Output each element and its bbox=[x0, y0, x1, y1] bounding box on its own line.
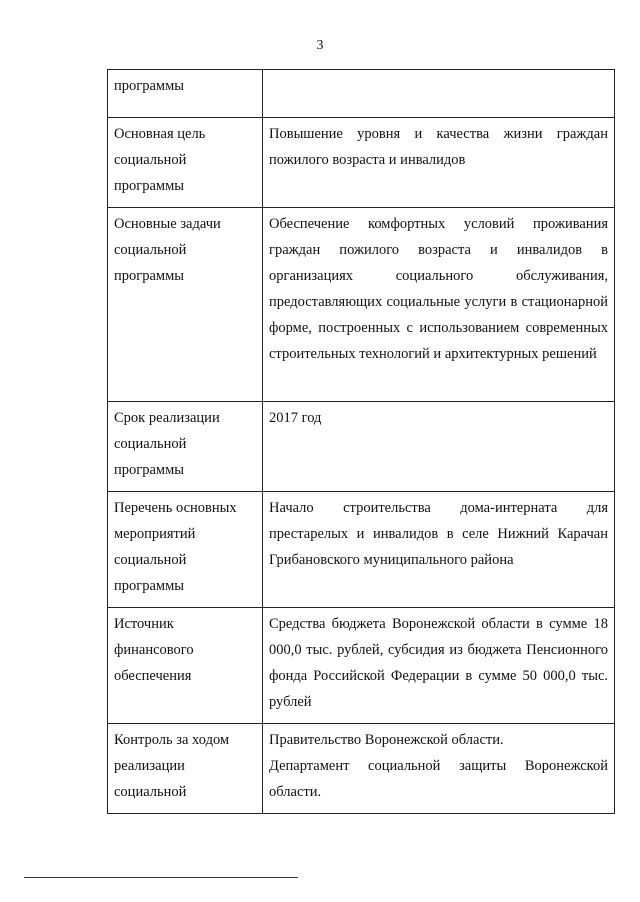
value-text: Повышение уровня и качества жизни граждан пожилого возраста и инвалидов bbox=[269, 126, 608, 168]
label-line: социальной bbox=[114, 784, 187, 800]
table-row-implementation-control bbox=[108, 724, 615, 814]
label-line: Срок реализации bbox=[114, 410, 220, 426]
label-line: Источник bbox=[114, 616, 174, 632]
value-cell bbox=[263, 724, 615, 814]
label-cell bbox=[108, 608, 263, 724]
table-row-main-goal bbox=[108, 118, 615, 208]
value-text: 2017 год bbox=[269, 410, 322, 426]
value-cell bbox=[263, 208, 615, 402]
label-line: Контроль за ходом bbox=[114, 732, 230, 748]
label-line: обеспечения bbox=[114, 668, 192, 684]
label-line: программы bbox=[114, 78, 184, 94]
table-row-funding-source bbox=[108, 608, 615, 724]
label-line: социальной bbox=[114, 552, 187, 568]
value-text: Начало строительства дома-интерната для престарелых и инвалидов в селе Нижний Карачан Грибановского муниципального района bbox=[269, 500, 608, 568]
label-line: Основные задачи bbox=[114, 216, 221, 232]
value-cell bbox=[263, 608, 615, 724]
label-cell bbox=[108, 724, 263, 814]
page-number: 3 bbox=[316, 38, 324, 53]
label-line: реализации bbox=[114, 758, 185, 774]
label-line: программы bbox=[114, 178, 184, 194]
value-text: Департамент социальной защиты Воронежской области. bbox=[269, 758, 608, 800]
value-cell bbox=[263, 118, 615, 208]
value-cell bbox=[263, 492, 615, 608]
label-cell bbox=[108, 70, 263, 118]
label-line: социальной bbox=[114, 436, 187, 452]
label-cell bbox=[108, 492, 263, 608]
label-cell bbox=[108, 402, 263, 492]
label-line: программы bbox=[114, 268, 184, 284]
label-line: социальной bbox=[114, 152, 187, 168]
label-line: мероприятий bbox=[114, 526, 196, 542]
label-line: Перечень основных bbox=[114, 500, 237, 516]
table-row-program-continued bbox=[108, 70, 615, 118]
program-passport-table bbox=[107, 69, 615, 814]
label-cell bbox=[108, 208, 263, 402]
value-cell bbox=[263, 402, 615, 492]
table-row-main-activities bbox=[108, 492, 615, 608]
label-cell bbox=[108, 118, 263, 208]
label-line: программы bbox=[114, 462, 184, 478]
table-row-implementation-period bbox=[108, 402, 615, 492]
label-line: программы bbox=[114, 578, 184, 594]
label-line: финансового bbox=[114, 642, 194, 658]
value-text: Правительство Воронежской области. bbox=[269, 732, 504, 748]
table-row-main-tasks bbox=[108, 208, 615, 402]
label-line: Основная цель bbox=[114, 126, 206, 142]
value-cell-empty bbox=[263, 70, 615, 118]
value-text: Обеспечение комфортных условий проживания граждан пожилого возраста и инвалидов в организациях социального обслуживания, предоставляющих социальные услуги в стационарной форме, построенных с использованием современных строительных технологий и архитектурных решений bbox=[269, 216, 608, 362]
footer-divider bbox=[24, 877, 298, 878]
value-text: Средства бюджета Воронежской области в сумме 18 000,0 тыс. рублей, субсидия из бюджета Пенсионного фонда Российской Федерации в сумме 50 000,0 тыс. рублей bbox=[269, 616, 608, 710]
label-line: социальной bbox=[114, 242, 187, 258]
